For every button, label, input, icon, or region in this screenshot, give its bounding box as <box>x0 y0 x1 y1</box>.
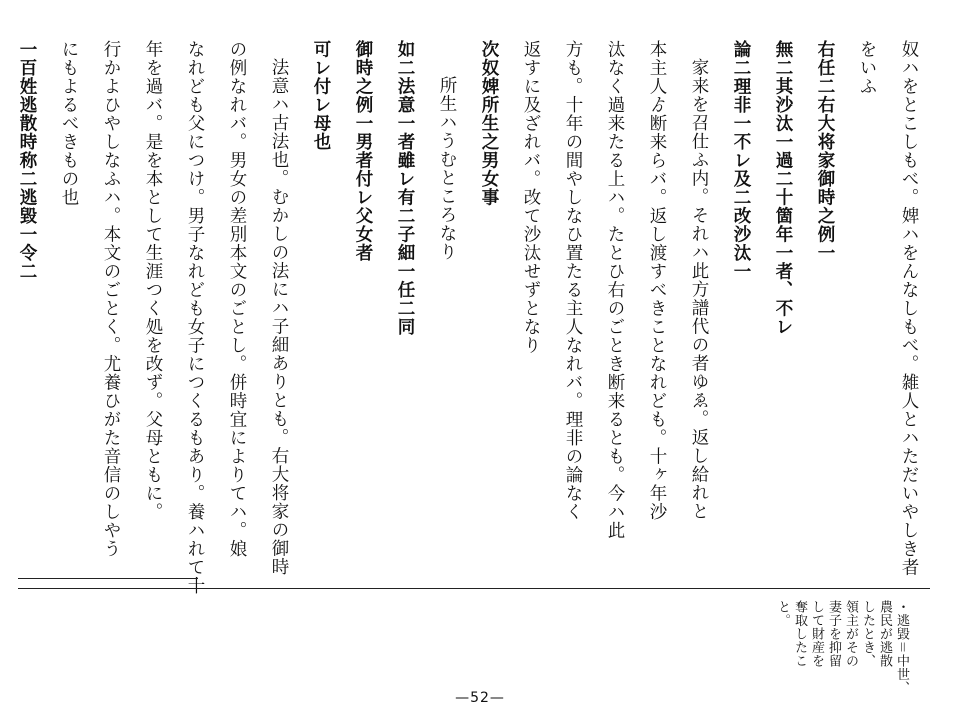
footnote-divider-short <box>18 578 198 579</box>
heading-line: 御時之例一男者付レ父女者 <box>353 40 373 262</box>
text-line: 本主人ゟ断来らバ。返し渡すべきことなれども。十ヶ年沙 <box>647 40 667 521</box>
footnote <box>774 600 910 700</box>
text-line: 法意ハ古法也。むかしの法にハ子細ありとも。右大将家の御時 <box>269 58 289 576</box>
main-text-body <box>17 40 930 595</box>
footnote-line: 妻子を抑留 <box>826 600 841 668</box>
footnote-line: して財産を <box>809 600 824 668</box>
footnote-line: 領主がその <box>843 600 858 668</box>
footnote-line: 奪取したこ <box>792 600 807 668</box>
text-line: 年を過バ。是を本として生涯つく処を改ず。父母ともに。 <box>143 40 163 521</box>
text-line: なれども父につけ。男子なれども女子につくるもあり。養ハれて十 <box>185 40 205 595</box>
text-line: にもよるべきもの也 <box>59 40 79 207</box>
heading-line: 右任二右大将家御時之例一 <box>815 40 835 262</box>
text-line: 奴ハをとこしもべ。婢ハをんなしもべ。雑人とハただいやしき者 <box>899 40 919 577</box>
text-line: 方も。十年の間やしなひ置たる主人なれバ。理非の論なく <box>563 40 583 521</box>
text-line: をいふ <box>857 40 877 96</box>
text-line: の例なれバ。男女の差別本文のごとし。併時宜によりてハ。娘 <box>227 40 247 558</box>
heading-line: 可レ付レ母也 <box>311 40 331 151</box>
text-line: 行かよひやしなふハ。本文のごとく。尤養ひがた音信のしやう <box>101 40 121 558</box>
footnote-line: 農民が逃散 <box>877 600 892 668</box>
text-line: 返すに及ざれバ。改て沙汰せずとなり <box>521 40 541 355</box>
page-number: —52— <box>455 690 505 706</box>
text-line: 所生ハうむところなり <box>437 76 457 261</box>
text-line: 家来を召仕ふ内。それハ此方譜代の者ゆゑ。返し給れと <box>689 58 709 521</box>
footnote-line: ・逃毀＝中世、 <box>894 600 909 695</box>
footnote-line: したとき、 <box>860 600 875 668</box>
heading-line: 一百姓逃散時称二逃毀一令二 <box>17 40 37 281</box>
footnote-divider <box>18 588 930 589</box>
text-line: 汰なく過来たる上ハ。たとひ右のごとき断来るとも。今ハ此 <box>605 40 625 540</box>
footnote-line: と。 <box>775 600 790 627</box>
heading-line: 無二其沙汰一過二十箇年一者、不レ <box>773 40 793 336</box>
heading-line: 次奴婢所生之男女事 <box>479 40 499 207</box>
heading-line: 如二法意一者雖レ有二子細一任二同 <box>395 40 415 336</box>
heading-line: 論二理非一不レ及二改沙汰一 <box>731 40 751 281</box>
